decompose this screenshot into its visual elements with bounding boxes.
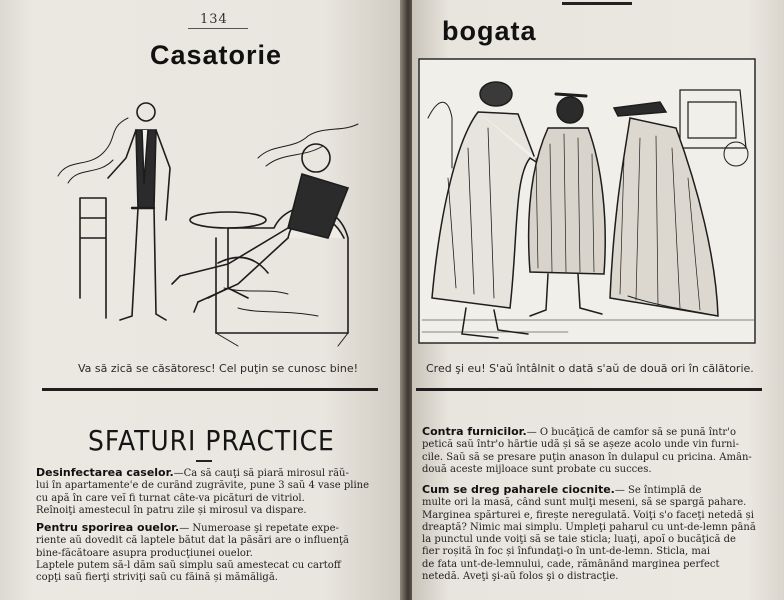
article-desinfectarea: Desinfectarea caselor.—Ca să cauţi să piară mirosul răŭ- lui în apartamente'e de curând zugrăvite, pune 3 saŭ 4 vase pline cu apă în care veĭ fi turnat câte-va picături de vitriol. Reînoiţi amestecul în patru zile și mirosul va dispare. (36, 467, 370, 516)
section-title: SFATURI PRACTICE (88, 424, 335, 457)
article-contra-furnicilor: Contra furnicilor.— O bucăţică de camfor să se pună într'o petică saŭ într'o hârtie udă și să se așeze acolo unde vin furni- cile. Saŭ să se presare puţin anason în dulapul cu pricina. Amân- două aceste mijloace sunt probate cu succes. (422, 426, 752, 475)
cartoon-title-right: bogata (442, 16, 537, 46)
cartoon-title-left: Casatorie (150, 40, 283, 70)
article-sporirea-ouelor: Pentru sporirea ouelor.— Numeroase şi repetate expe- riente aŭ dovedit că laptele bătut dat la păsări are o influenţă bine-făcătoare asupra producţiunei ouelor. Laptele putem să-l dăm saŭ simplu saŭ amestecat cu cartoff copţi saŭ fierţi striviţi saŭ cu făină și mămăligă. (36, 522, 350, 584)
page-number: 134 (200, 12, 228, 27)
article-heading: Pentru sporirea ouelor. (36, 522, 180, 534)
divider-rule-right (416, 388, 762, 391)
article-pahare-ciocnite: Cum se dreg paharele ciocnite.— Se întimplă de multe ori la masă, când sunt mulţi meseni, să se spargă pahare. Marginea spărturei e, firește neregulată. Voiţi s'o faceţi netedă și dreaptă? Nimic mai simplu. Umpleţi paharul cu unt-de-lemn până la punctul unde voiţi să se taie sticla; luaţi, apoĭ o bucăţică de fier roșită în foc și înfundaţi-o în unt-de-lemn. Sticla, mai de fata unt-de-lemnului, cade, rămânând marginea perfect netedă. Aveţi şi-aŭ folos şi o distracţie. (422, 484, 756, 583)
divider-rule-left (42, 388, 378, 391)
top-rule (562, 2, 632, 5)
page-number-rule (188, 28, 248, 29)
cartoon-illustration-right (418, 58, 758, 346)
caption-right: Cred şi eu! S'aŭ întâlnit o dată s'aŭ de două ori în călătorie. (426, 362, 754, 375)
cartoon-illustration-left (48, 88, 378, 350)
right-page (412, 0, 784, 600)
article-heading: Contra furnicilor. (422, 426, 527, 438)
article-heading: Desinfectarea caselor. (36, 467, 174, 479)
caption-left: Va să zică se căsătoresc! Cel puţin se cunosc bine! (78, 362, 358, 375)
article-heading: Cum se dreg paharele ciocnite. (422, 484, 615, 496)
title-ornament (196, 460, 212, 462)
